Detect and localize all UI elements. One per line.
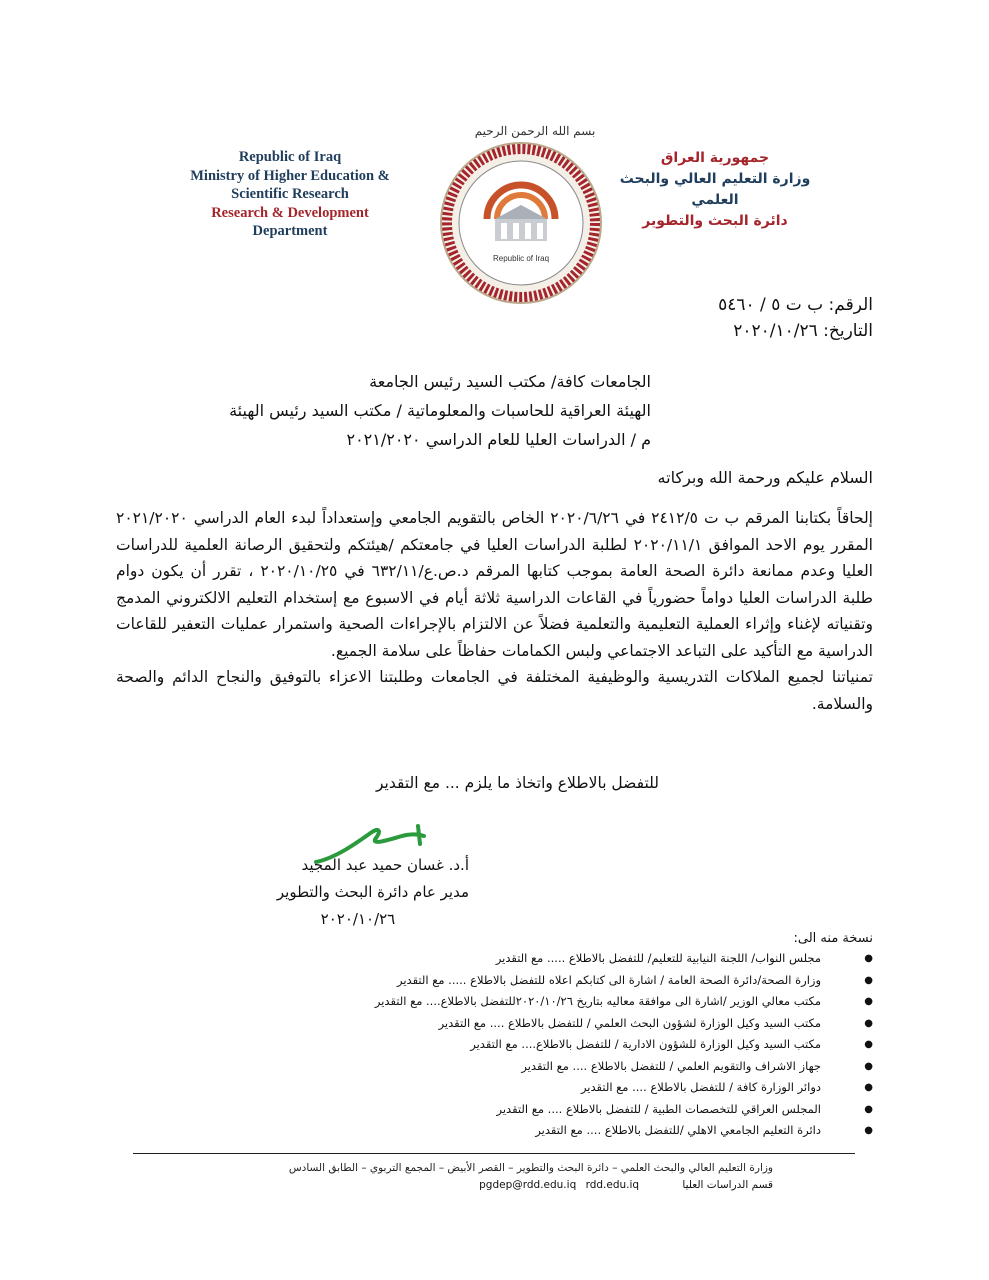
bullet-icon: ●	[864, 1103, 873, 1115]
list-item: ● مكتب معالي الوزير /اشارة الى موافقة معاليه بتاريخ ٢٠٢٠/١٠/٢٦للتفضل بالاطلاع.... مع التقدير	[173, 991, 873, 1013]
subject-line: م / الدراسات العليا للعام الدراسي ٢٠٢١/٢٠٢٠	[346, 430, 651, 449]
footer-divider	[133, 1153, 855, 1154]
seal-emblem	[487, 185, 555, 241]
bullet-icon: ●	[864, 1017, 873, 1029]
letterhead-arabic	[600, 148, 830, 232]
en-ministry: Ministry of Higher Education &	[190, 167, 390, 184]
signer-title: مدير عام دائرة البحث والتطوير	[276, 883, 469, 901]
ar-ministry: وزارة التعليم العالي والبحث العلمي	[619, 171, 811, 208]
addressee-commission: الهيئة العراقية للحاسبات والمعلوماتية / مكتب السيد رئيس الهيئة	[229, 401, 651, 420]
list-item: ● دائرة التعليم الجامعي الاهلي /للتفضل بالاطلاع .... مع التقدير	[173, 1120, 873, 1142]
list-item: ● دوائر الوزارة كافة / للتفضل بالاطلاع .... مع التقدير	[173, 1077, 873, 1099]
footer-website[interactable]: rdd.edu.iq	[585, 1179, 640, 1191]
footer-address: وزارة التعليم العالي والبحث العلمي – دائرة البحث والتطوير – القصر الأبيض – المجمع التربوي – الطابق السادس	[288, 1162, 773, 1174]
list-item: ● مكتب السيد وكيل الوزارة للشؤون الادارية / للتفضل بالاطلاع.... مع التقدير	[173, 1034, 873, 1056]
body-paragraph-2: تمنياتنا لجميع الملاكات التدريسية والوظيفية المختلفة في الجامعات وطلبتنا الاعزاء بالتوفيق والنجاح الدائم والصحة والسلامة.	[116, 668, 873, 713]
ar-department: دائرة البحث والتطوير	[642, 213, 788, 229]
en-country: Republic of Iraq	[238, 149, 342, 165]
footer-department: قسم الدراسات العليا	[682, 1179, 773, 1191]
seal-text-country: Republic of Iraq	[492, 254, 550, 263]
list-item: ● مجلس النواب/ اللجنة النيابية للتعليم/ للتفضل بالاطلاع ..... مع التقدير	[173, 948, 873, 970]
footer-contact	[133, 1179, 773, 1191]
signer-date: ٢٠٢٠/١٠/٢٦	[320, 910, 396, 928]
reference-number: الرقم: ب ت ٥ / ٥٤٦٠	[718, 295, 873, 315]
bullet-icon: ●	[864, 996, 873, 1007]
en-department: Research & Development	[211, 204, 369, 221]
signer-block	[277, 852, 469, 933]
copies-heading: نسخة منه الى:	[793, 931, 873, 946]
en-department-cont: Department	[252, 223, 328, 239]
closing-line: للتفضل بالاطلاع واتخاذ ما يلزم ... مع التقدير	[376, 774, 659, 792]
bullet-icon: ●	[864, 1125, 873, 1136]
list-item: ● وزارة الصحة/دائرة الصحة العامة / اشارة الى كتابكم اعلاه للتفضل بالاطلاع ..... مع التقدير	[173, 970, 873, 992]
bullet-icon: ●	[864, 1060, 873, 1072]
list-item: ● جهاز الاشراف والتقويم العلمي / للتفضل بالاطلاع .... مع التقدير	[173, 1056, 873, 1078]
reference-block	[718, 292, 873, 344]
list-item: ● مكتب السيد وكيل الوزارة لشؤون البحث العلمي / للتفضل بالاطلاع .... مع التقدير	[173, 1013, 873, 1035]
bullet-icon: ●	[864, 953, 873, 964]
body-paragraph-1: إلحاقاً بكتابنا المرقم ب ت ٢٤١٢/٥ في ٢٠٢٠/٦/٢٦ الخاص بالتقويم الجامعي وإستعداداً لبدء العام الدراسي ٢٠٢١/٢٠٢٠ المقرر يوم الاحد الموافق ٢٠٢٠/١١/١ لطلبة الدراسات العليا في جامعتكم /هيئتكم ولتحقيق الرصانة العلمية للدراسات العليا وعدم ممانعة دائرة الصحة العامة بموجب كتابها المرقم د.ص.ع/٦٣٢/١١ في ٢٠٢٠/١٠/٢٥ ، تقرر أن يكون دوام طلبة الدراسات العليا دواماً حضورياً في القاعات الدراسية ثلاثة أيام في الاسبوع مع إستخدام التعليم الالكتروني المدمج وتقنياته لإغناء وإثراء العملية التعليمية والتعلمية فضلاً عن الالتزام بالإجراءات الصحية واستمرار عمليات التعفير للقاعات الدراسية مع التأكيد على التباعد الاجتماعي ولبس الكمامات حفاظاً على سلامة الجميع.	[116, 509, 873, 660]
bullet-icon: ●	[864, 974, 873, 986]
bullet-icon: ●	[864, 1082, 873, 1093]
bismillah-text: بسم الله الرحمن الرحيم	[474, 124, 596, 138]
addressees	[229, 367, 651, 454]
greeting: السلام عليكم ورحمة الله وبركاته	[657, 468, 873, 487]
bullet-icon: ●	[864, 1039, 873, 1050]
en-ministry-cont: Scientific Research	[231, 186, 349, 202]
addressee-universities: الجامعات كافة/ مكتب السيد رئيس الجامعة	[369, 372, 651, 391]
signer-name: أ.د. غسان حميد عبد المجيد	[301, 856, 469, 874]
letterhead-english	[170, 148, 410, 241]
ar-country: جمهورية العراق	[660, 150, 770, 166]
reference-date: التاريخ: ٢٠٢٠/١٠/٢٦	[733, 321, 873, 341]
copies-list	[173, 948, 873, 1142]
ministry-seal-icon	[437, 139, 605, 307]
list-item: ● المجلس العراقي للتخصصات الطبية / للتفضل بالاطلاع .... مع التقدير	[173, 1099, 873, 1121]
letter-body	[116, 505, 873, 717]
footer-email[interactable]: pgdep@rdd.edu.iq	[479, 1179, 577, 1191]
